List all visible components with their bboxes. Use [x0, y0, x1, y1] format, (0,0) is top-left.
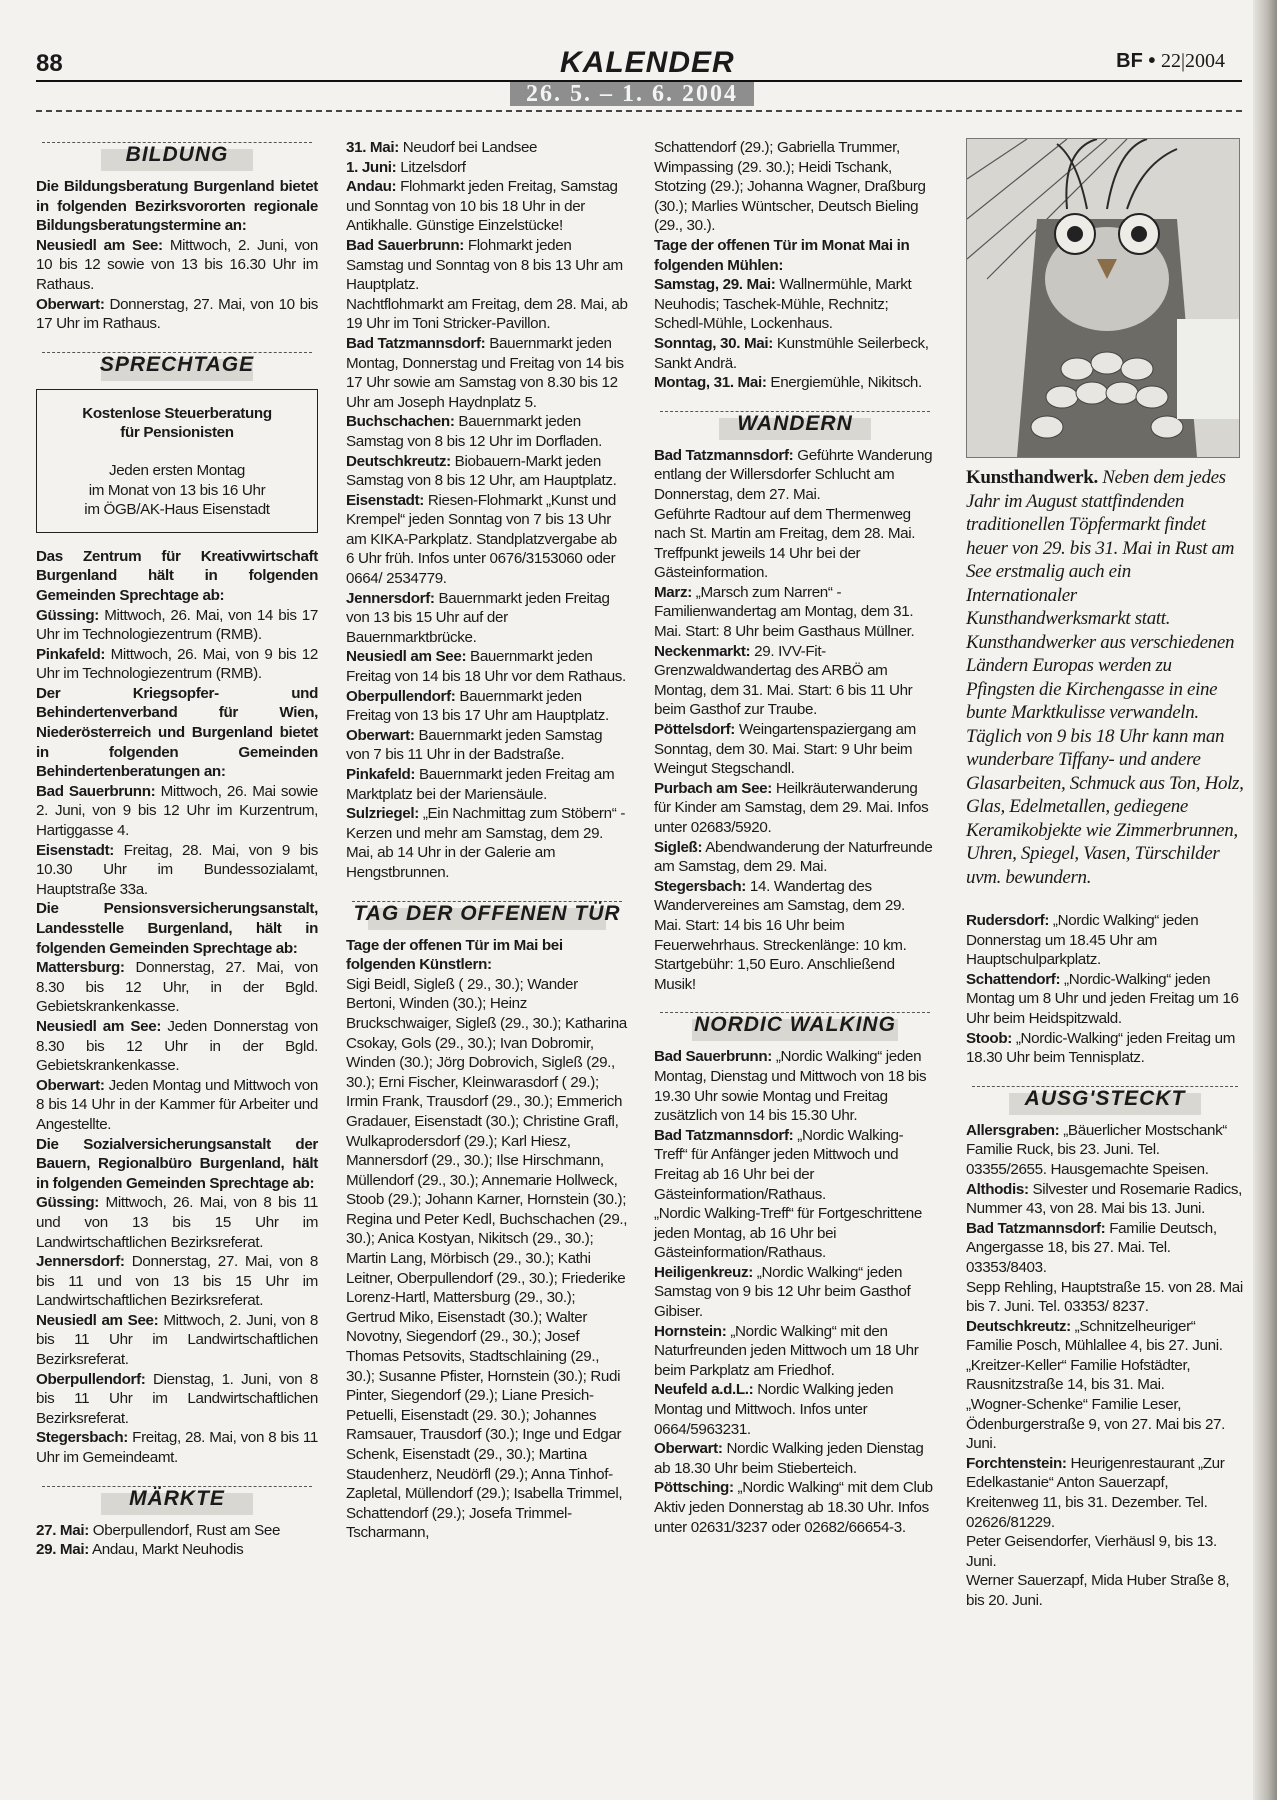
muehlen-intro: Tage der offenen Tür im Monat Mai in folgenden Mühlen: [654, 236, 910, 274]
list-entry [346, 491, 628, 589]
entry-text: Geführte Wanderung entlang der Willersdorfer Schlucht am Donnerstag, dem 27. Mai. [654, 446, 933, 503]
nordic-list-cont [966, 911, 1244, 1068]
section-heading-tag-der-offenen-tuer: TAG DER OFFENEN TÜR [352, 901, 622, 932]
list-entry [36, 1370, 318, 1429]
entry-place: Pinkafeld: [346, 766, 416, 783]
list-entry [36, 295, 318, 334]
entry-place: Rudersdorf: [966, 912, 1050, 929]
entry-place: 29. Mai: [36, 1541, 89, 1559]
caption-text: Neben dem jedes Jahr im August stattfindenden traditionellen Töpfermarkt findet heuer von 29. bis 31. Mai in Rust am See erstmalig auch ein Internationaler Kunsthandwerksmarkt statt. Kunsthandwerker aus verschiedenen Ländern Europas werden zu Pfingsten die Kirchengasse in eine bunte Marktkulisse verwandeln. Täglich von 9 bis 18 Uhr kann man wunderbare Tiffany- und andere Glasarbeiten, Schmuck aus Ton, Holz, Glas, Edelmetallen, gediegene Keramikobjekte wie Zimmerbrunnen, Uhren, Spiegel, Vasen, Türschilder uvm. bewundern. [966, 467, 1244, 888]
entry-place: Bad Sauerbrunn: [654, 1048, 772, 1066]
list-entry [966, 1571, 1244, 1610]
entry-text: Bauernmarkt jeden Freitag von 14 bis 18 Uhr vor dem Rathaus. [346, 648, 626, 686]
entry-text: Nordic Walking jeden Dienstag ab 18.30 Uhr beim Stieberteich. [654, 1440, 924, 1477]
entry-place: Heiligenkreuz: [654, 1263, 753, 1281]
list-entry [654, 446, 936, 505]
entry-place: Jennersdorf: [346, 589, 435, 607]
entry-place: Neusiedl am See: [346, 648, 467, 666]
entry-place: Oberwart: [36, 295, 105, 313]
kuenstler-list-cont: Schattendorf (29.); Gabriella Trummer, Wimpassing (29. 30.); Heidi Tschank, Stotzing (29.); Johanna Wagner, Draßburg (30.); Marlies Wüntscher, Deutsch Bieling (29., 30.). [654, 139, 926, 235]
entry-place: Bad Tatzmannsdorf: [654, 446, 794, 464]
entry-place: Andau: [346, 178, 397, 196]
list-entry [36, 1193, 318, 1252]
list-entry [654, 642, 936, 720]
box-title-line-1: Kostenlose Steuerberatung [82, 404, 272, 422]
section-heading-nordic-walking: NORDIC WALKING [660, 1012, 930, 1043]
entry-place: Stegersbach: [36, 1429, 129, 1447]
column-3 [654, 138, 936, 1537]
entry-text: „Nordic Walking-Treff“ für Anfänger jeden Mittwoch und Freitag ab 16 Uhr bei der Gästeinformation/Rathaus. [654, 1126, 904, 1203]
entry-place: 31. Mai: [346, 139, 399, 156]
kriegsopfer-intro: Der Kriegsopfer- und Behindertenverband für Wien, Niederösterreich und Burgenland bietet in folgenden Gemeinden Behindertenberatungen an: [36, 684, 318, 781]
list-entry [346, 452, 628, 491]
list-entry [654, 1263, 936, 1322]
entry-text: Familie Deutsch, Angergasse 18, bis 27. Mai. Tel. 03353/8403. [966, 1219, 1217, 1276]
entry-place: Buchschachen: [346, 413, 455, 431]
entry-text: Kunstmühle Seilerbeck, Sankt Andrä. [654, 334, 929, 372]
entry-text: Bauernmarkt jeden Samstag von 7 bis 11 Uhr in der Badstraße. [346, 726, 603, 764]
entry-text: „Kreitzer-Keller“ Familie Hofstädter, Rausnitzstraße 14, bis 31. Mai. [966, 1356, 1191, 1394]
bildung-intro: Die Bildungsberatung Burgenland bietet in folgenden Bezirksvororten regionale Bildungsberatungstermine an: [36, 178, 318, 235]
list-entry [346, 236, 628, 295]
issue-number: 22|2004 [1160, 50, 1225, 72]
list-entry [966, 1317, 1244, 1356]
entry-text: „Wogner-Schenke“ Familie Leser, Ödenburgerstraße 9, von 27. Mai bis 27. Juni. [966, 1396, 1226, 1453]
entry-text: Litzelsdorf [396, 158, 466, 176]
bildung-list [36, 236, 318, 334]
entry-text: Bauernmarkt jeden Freitag von 13 bis 15 Uhr auf der Bauernmarktbrücke. [346, 589, 610, 646]
list-entry [966, 1121, 1244, 1180]
entry-text: Energiemühle, Nikitsch. [766, 374, 922, 392]
entry-place: Sulzriegel: [346, 805, 419, 823]
list-entry [966, 1532, 1244, 1571]
entry-place: Bad Tatzmannsdorf: [654, 1126, 794, 1144]
section-heading-wandern: WANDERN [660, 411, 930, 442]
entry-place: Eisenstadt: [36, 841, 115, 859]
list-entry [346, 804, 628, 882]
entry-text: „Nordic Walking-Treff“ für Fortgeschrittene jeden Montag, ab 16 Uhr bei Gästeinformation/Rathaus. [654, 1205, 922, 1262]
list-entry [346, 726, 628, 765]
entry-text: Mittwoch, 26. Mai sowie 2. Juni, von 9 bis 12 Uhr im Kurzentrum, Hartiggasse 4. [36, 782, 319, 840]
column-4 [966, 138, 1244, 1611]
list-entry [346, 765, 628, 804]
entry-place: Mattersburg: [36, 959, 125, 977]
list-entry [654, 1047, 936, 1125]
list-entry [36, 236, 318, 295]
entry-text: Weingartenspaziergang am Sonntag, dem 30. Mai. Start: 9 Uhr beim Weingut Stegschandl. [654, 721, 916, 778]
entry-place: Eisenstadt: [346, 491, 425, 509]
entry-text: Werner Sauerzapf, Mida Huber Straße 8, bis 20. Juni. [966, 1572, 1230, 1609]
page-number: 88 [36, 50, 63, 77]
list-entry [346, 334, 628, 412]
entry-text: Bauernmarkt jeden Freitag von 13 bis 17 Uhr am Hauptplatz. [346, 687, 609, 725]
entry-place: Oberwart: [346, 726, 415, 744]
entry-text: „Nordic Walking“ jeden Montag, Dienstag und Mittwoch von 18 bis 19.30 Uhr sowie Montag und Freitag zusätzlich von 14 bis 15.30 Uhr. [654, 1048, 927, 1125]
kriegsopfer-list [36, 782, 318, 900]
section-heading-sprechtage: SPRECHTAGE [42, 352, 312, 383]
entry-text: „Nordic Walking“ mit dem Club Aktiv jeden Donnerstag ab 18.30 Uhr. Infos unter 02631/3237 oder 02682/66654-3. [654, 1479, 933, 1536]
entry-text: „Marsch zum Narren“ - Familienwandertag am Montag, dem 31. Mai. Start: 8 Uhr beim Gasthaus Müllner. [654, 583, 915, 641]
list-entry [346, 412, 628, 451]
list-entry [36, 1076, 318, 1135]
entry-text: Silvester und Rosemarie Radics, Nummer 43, von 28. Mai bis 13. Juni. [966, 1180, 1242, 1218]
wandern-list [654, 446, 936, 995]
entry-text: Geführte Radtour auf dem Thermenweg nach St. Martin am Freitag, dem 28. Mai. Treffpunkt jeweils 14 Uhr bei der Gästeinformation. [654, 505, 916, 582]
list-entry [36, 1252, 318, 1311]
entry-place: Stegersbach: [654, 877, 747, 895]
caption-lead: Kunsthandwerk. [966, 467, 1098, 488]
list-entry [966, 911, 1244, 970]
list-entry [36, 958, 318, 1017]
entry-text: Jeden Donnerstag von 8.30 bis 12 Uhr in der Bgld. Gebietskrankenkasse. [36, 1017, 319, 1075]
entry-text: Freitag, 28. Mai, von 8 bis 11 Uhr im Gemeindeamt. [36, 1429, 318, 1467]
entry-place: Purbach am See: [654, 779, 772, 797]
list-entry [654, 275, 936, 334]
magazine-name: BF [1116, 50, 1143, 72]
entry-text: Flohmarkt jeden Freitag, Samstag und Sonntag von 10 bis 18 Uhr in der Antikhalle. Günstige Einzelstücke! [346, 178, 618, 235]
list-entry [654, 373, 936, 393]
entry-text: Riesen-Flohmarkt „Kunst und Krempel“ jeden Sonntag von 7 bis 13 Uhr am KIKA-Parkplatz. Standplatzvergabe ab 6 Uhr früh. Infos unter 0676/3153060 oder 0664/ 2534779. [346, 491, 617, 588]
entry-text: „Nordic-Walking“ jeden Montag um 8 Uhr und jeden Freitag um 16 Uhr beim Heidspitzwald. [966, 970, 1239, 1027]
entry-text: „Schnitzelheuriger“ Familie Posch, Mühlallee 4, bis 27. Juni. [966, 1317, 1223, 1355]
entry-text: Jeden Montag und Mittwoch von 8 bis 14 Uhr in der Kammer für Arbeiter und Angestellte. [36, 1076, 318, 1133]
list-entry [966, 1278, 1244, 1317]
entry-place: Güssing: [36, 1194, 100, 1212]
list-entry [966, 1029, 1244, 1068]
section-heading-bildung: BILDUNG [42, 142, 312, 173]
entry-text: Oberpullendorf, Rust am See [88, 1521, 281, 1539]
list-entry [346, 138, 628, 158]
list-entry [36, 1311, 318, 1370]
header-dashed-rule [36, 110, 1242, 112]
entry-place: Bad Tatzmannsdorf: [966, 1219, 1106, 1237]
tag-intro: Tage der offenen Tür im Mai bei folgenden Künstlern: [346, 936, 563, 974]
entry-place: Oberwart: [36, 1076, 105, 1094]
box-line-2: im Monat von 13 bis 16 Uhr [88, 481, 266, 499]
entry-place: Neckenmarkt: [654, 642, 751, 660]
entry-text: „Nordic Walking“ jeden Donnerstag um 18.45 Uhr am Hauptschulparkplatz. [966, 912, 1199, 969]
entry-text: Bauernmarkt jeden Samstag von 8 bis 12 Uhr im Dorfladen. [346, 413, 602, 450]
list-entry [654, 1439, 936, 1478]
box-title-line-2: für Pensionisten [120, 424, 234, 442]
sculpture-photo [966, 138, 1240, 458]
entry-text: Wallnermühle, Markt Neuhodis; Taschek-Mühle, Rechnitz; Schedl-Mühle, Lockenhaus. [654, 276, 912, 333]
entry-text: „Bäuerlicher Mostschank“ Familie Ruck, bis 23. Juni. Tel. 03355/2655. Hausgemachte Speisen. [966, 1121, 1228, 1178]
entry-place: Deutschkreutz: [346, 452, 451, 470]
entry-text: Bauernmarkt jeden Freitag am Marktplatz bei der Mariensäule. [346, 766, 615, 803]
kreativ-intro: Das Zentrum für Kreativwirtschaft Burgenland hält in folgenden Gemeinden Sprechtage ab: [36, 547, 318, 604]
box-line-3: im ÖGB/AK-Haus Eisenstadt [84, 501, 270, 519]
entry-text: Mittwoch, 26. Mai, von 8 bis 11 und von 13 bis 15 Uhr im Landwirtschaftlichen Bezirksreferat. [36, 1194, 318, 1251]
entry-text: Abendwanderung der Naturfreunde am Samstag, dem 29. Mai. [654, 838, 933, 876]
list-entry [36, 1521, 318, 1541]
entry-place: Bad Sauerbrunn: [36, 782, 156, 800]
entry-text: Dienstag, 1. Juni, von 8 bis 11 Uhr im Landwirtschaftlichen Bezirksreferat. [36, 1370, 318, 1427]
entry-text: „Nordic Walking“ jeden Samstag von 9 bis 12 Uhr beim Gasthof Gibiser. [654, 1263, 911, 1321]
entry-place: Schattendorf: [966, 970, 1061, 988]
box-line-1: Jeden ersten Montag [108, 461, 246, 479]
entry-text: Biobauern-Markt jeden Samstag von 8 bis 12 Uhr, am Hauptplatz. [346, 452, 617, 490]
entry-text: „Nordic-Walking“ jeden Freitag um 18.30 Uhr beim Tennisplatz. [966, 1029, 1236, 1067]
entry-text: „Ein Nachmittag zum Stöbern“ - Kerzen und mehr am Samstag, dem 29. Mai, ab 14 Uhr in der Galerie am Hengstbrunnen. [346, 805, 626, 881]
list-entry [36, 782, 318, 841]
entry-place: Pöttelsdorf: [654, 721, 736, 739]
entry-place: Althodis: [966, 1180, 1029, 1198]
list-entry [654, 720, 936, 779]
entry-text: 14. Wandertag des Wandervereines am Samstag, dem 29. Mai. Start: 14 bis 16 Uhr beim Feuerwehrhaus. Streckenlänge: 10 km. Startgebühr: 1,50 Euro. Anschließend Musik! [654, 877, 907, 993]
entry-place: Bad Tatzmannsdorf: [346, 334, 486, 352]
column-1 [36, 142, 318, 1560]
entry-place: Allersgraben: [966, 1121, 1060, 1139]
page-edge-shadow [1253, 0, 1277, 1800]
section-title: KALENDER [560, 46, 735, 79]
list-entry [654, 334, 936, 373]
list-entry [654, 583, 936, 642]
list-entry [966, 1356, 1244, 1395]
entry-text: Nachtflohmarkt am Freitag, dem 28. Mai, ab 19 Uhr im Toni Stricker-Pavillon. [346, 295, 628, 333]
muehlen-list [654, 275, 936, 393]
entry-text: Mittwoch, 26. Mai, von 14 bis 17 Uhr im Technologiezentrum (RMB). [36, 606, 318, 644]
entry-place: Stoob: [966, 1029, 1012, 1047]
entry-text: Heurigenrestaurant „Zur Edelkastanie“ Anton Sauerzapf, Kreitenweg 11, bis 31. Dezember. Tel. 02626/81229. [966, 1454, 1225, 1531]
entry-place: Oberpullendorf: [36, 1370, 146, 1388]
list-entry [654, 1322, 936, 1381]
list-entry [346, 687, 628, 726]
entry-place: Neusiedl am See: [36, 1017, 162, 1035]
list-entry [346, 177, 628, 236]
sva-list [36, 1193, 318, 1467]
list-entry [966, 970, 1244, 1029]
list-entry [36, 1428, 318, 1467]
separator-dot: • [1148, 50, 1156, 72]
entry-text: Donnerstag, 27. Mai, von 8 bis 11 und von 13 bis 15 Uhr im Landwirtschaftlichen Bezirksreferat. [36, 1253, 318, 1310]
steuerberatung-box [36, 389, 318, 533]
list-entry [654, 1204, 936, 1263]
entry-text: Donnerstag, 27. Mai, von 8.30 bis 12 Uhr, in der Bgld. Gebietskrankenkasse. [36, 959, 318, 1016]
entry-text: Mittwoch, 26. Mai, von 9 bis 12 Uhr im Technologiezentrum (RMB). [36, 645, 318, 683]
entry-place: Oberwart: [654, 1440, 723, 1458]
entry-text: Sepp Rehling, Hauptstraße 15. von 28. Mai bis 7. Juni. Tel. 03353/ 8237. [966, 1278, 1243, 1316]
list-entry [654, 1126, 936, 1204]
entry-place: Samstag, 29. Mai: [654, 276, 776, 294]
entry-text: Mittwoch, 2. Juni, von 8 bis 11 Uhr im Landwirtschaftlichen Bezirksreferat. [36, 1311, 318, 1369]
entry-text: Andau, Markt Neuhodis [88, 1541, 244, 1559]
entry-place: Pinkafeld: [36, 645, 106, 663]
entry-text: Bauernmarkt jeden Montag, Donnerstag und Freitag von 14 bis 17 Uhr sowie am Samstag von 8.30 bis 12 Uhr am Joseph Haydnplatz 5. [346, 334, 624, 411]
entry-place: Hornstein: [654, 1322, 727, 1340]
entry-place: Güssing: [36, 606, 100, 624]
entry-place: 27. Mai: [36, 1521, 89, 1539]
column-2 [346, 138, 628, 1543]
entry-place: Montag, 31. Mai: [654, 374, 767, 392]
entry-place: Neufeld a.d.L.: [654, 1381, 754, 1399]
entry-text: „Nordic Walking“ mit den Naturfreunden jeden Mittwoch um 18 Uhr beim Parkplatz am Friedhof. [654, 1322, 919, 1379]
entry-place: Oberpullendorf: [346, 687, 456, 705]
pva-intro: Die Pensionsversicherungsanstalt, Landesstelle Burgenland, hält in folgenden Gemeinden Sprechtage ab: [36, 900, 318, 957]
entry-place: Forchtenstein: [966, 1454, 1067, 1472]
list-entry [966, 1180, 1244, 1219]
entry-place: Sonntag, 30. Mai: [654, 334, 773, 352]
kuenstler-list: Sigi Beidl, Sigleß ( 29., 30.); Wander Bertoni, Winden (30.); Heinz Bruckschwaiger, Sigleß (29., 30.); Katharina Csokay, Gols (29., 30.); Ivan Dobromir, Winden (30.); Jörg Dobrovich, Sigleß (29., 30.); Erni Fischer, Kleinwarasdorf ( 29.); Irmin Frank, Trausdorf (29., 30.); Emmerich Gradauer, Eisenstadt (30.); Christine Grafl, Wulkaprodersdorf (29.); Karl Hiesz, Mannersdorf (29., 30.); Ilse Hirschmann, Müllendorf (29., 30.); Annemarie Hollweck, Stoob (29.); Johann Karner, Hornstein (30.); Regina und Peter Kedl, Buchschachen (29., 30.); Anica Kostyan, Nikitsch (29., 30.); Martin Lang, Mörbisch (29., 30.); Kathi Leitner, Oberpullendorf (29., 30.); Friederike Lorenz-Hartl, Mattersburg (29., 30.); Gertrud Miko, Eisenstadt (30.); Walter Novotny, Siegendorf (29., 30.); Josef Thomas Petsovits, Stadtschlaining (29., 30.); Susanne Pfister, Hornstein (30.); Rudi Pinter, Siegendorf (29.); Liane Presich-Petuelli, Eisenstadt (29. 30.); Johannes Ramsauer, Trausdorf (30.); Inge und Edgar Schenk, Eisenstadt (29., 30.); Martina Staudenherz, Neudörfl (29.); Anna Tinhof-Zapletal, Müllendorf (29.); Isabella Trimmel, Schattendorf (29.); Josefa Trimmel-Tscharmann, [346, 975, 628, 1542]
list-entry [346, 295, 628, 334]
list-entry [346, 158, 628, 178]
entry-text: Mittwoch, 2. Juni, von 10 bis 12 sowie von 13 bis 16.30 Uhr im Rathaus. [36, 236, 319, 293]
list-entry [654, 505, 936, 583]
list-entry [36, 1540, 318, 1560]
entry-text: Peter Geisendorfer, Vierhäusl 9, bis 13. Juni. [966, 1533, 1217, 1570]
photo-caption [966, 466, 1244, 889]
maerkte-list [36, 1521, 318, 1560]
list-entry [36, 645, 318, 684]
entry-text: Nordic Walking jeden Montag und Mittwoch. Infos unter 0664/5963231. [654, 1381, 894, 1438]
entry-text: Flohmarkt jeden Samstag und Sonntag von 8 bis 13 Uhr am Hauptplatz. [346, 236, 623, 294]
entry-place: Pöttsching: [654, 1479, 734, 1497]
list-entry [346, 589, 628, 648]
date-range: 26. 5. – 1. 6. 2004 [510, 82, 754, 106]
entry-place: Deutschkreutz: [966, 1317, 1071, 1335]
list-entry [966, 1219, 1244, 1278]
entry-text: Freitag, 28. Mai, von 9 bis 10.30 Uhr im Bundessozialamt, Hauptstraße 33a. [36, 841, 318, 898]
ausgsteckt-list [966, 1121, 1244, 1611]
list-entry [654, 1478, 936, 1537]
list-entry [654, 877, 936, 995]
entry-place: Jennersdorf: [36, 1253, 125, 1271]
entry-place: Bad Sauerbrunn: [346, 236, 464, 254]
entry-text: Donnerstag, 27. Mai, von 10 bis 17 Uhr im Rathaus. [36, 295, 318, 333]
maerkte-list-cont [346, 138, 628, 883]
list-entry [654, 1380, 936, 1439]
list-entry [36, 606, 318, 645]
nordic-list [654, 1047, 936, 1537]
list-entry [36, 1017, 318, 1076]
entry-place: Neusiedl am See: [36, 236, 163, 254]
entry-place: Marz: [654, 583, 692, 601]
section-heading-ausgsteckt: AUSG'STECKT [972, 1086, 1238, 1117]
kreativ-list [36, 606, 318, 684]
entry-place: Sigleß: [654, 838, 703, 856]
list-entry [966, 1395, 1244, 1454]
entry-text: Neudorf bei Landsee [398, 139, 538, 156]
issue-info [1116, 50, 1225, 73]
list-entry [654, 779, 936, 838]
entry-text: Heilkräuterwanderung für Kinder am Samstag, dem 29. Mai. Infos unter 02683/5920. [654, 779, 929, 836]
sva-intro: Die Sozialversicherungsanstalt der Bauern, Regionalbüro Burgenland, hält in folgenden Gemeinden Sprechtage ab: [36, 1135, 318, 1192]
owl-vase-illustration [967, 139, 1239, 457]
list-entry [966, 1454, 1244, 1532]
entry-place: Neusiedl am See: [36, 1311, 159, 1329]
section-heading-maerkte: MÄRKTE [42, 1486, 312, 1517]
list-entry [346, 647, 628, 686]
list-entry [36, 841, 318, 900]
list-entry [654, 838, 936, 877]
pva-list [36, 958, 318, 1134]
entry-place: 1. Juni: [346, 158, 397, 176]
entry-text: 29. IVV-Fit-Grenzwaldwandertag des ARBÖ am Montag, dem 31. Mai. Start: 6 bis 11 Uhr beim Gasthof zur Traube. [654, 642, 913, 719]
